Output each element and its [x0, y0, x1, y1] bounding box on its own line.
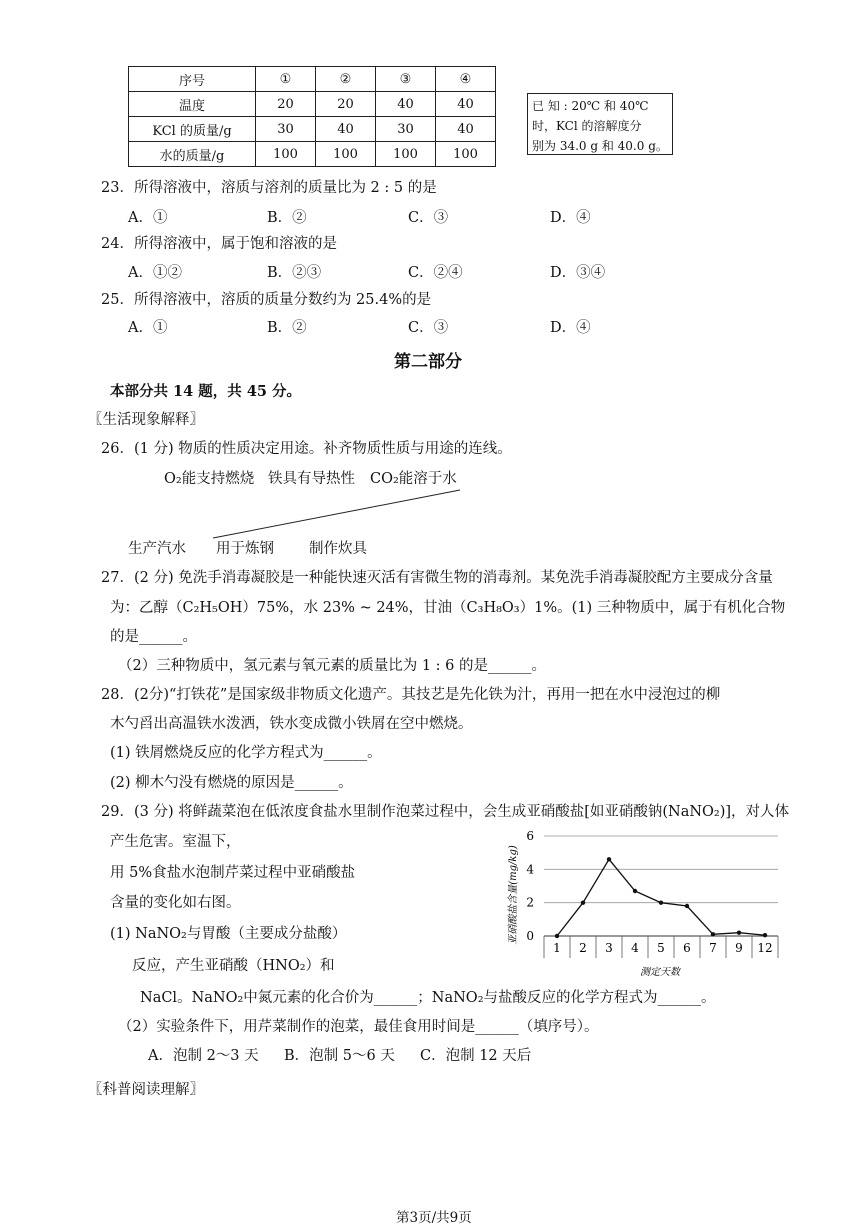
x-tick-label: 5 — [657, 941, 665, 955]
question-27-line: （2）三种物质中，氢元素与氧元素的质量比为 1 : 6 的是______。 — [118, 658, 546, 674]
table-cell: 40 — [316, 117, 376, 142]
note-line: 时，KCl 的溶解度分 — [532, 119, 642, 133]
chart-ylabel: 亚硝酸盐含量(mg/kg) — [508, 845, 519, 945]
x-tick-label: 7 — [709, 941, 717, 955]
note-line: 别为 34.0 g 和 40.0 g。 — [532, 139, 668, 153]
part-title: 第二部分 — [394, 352, 462, 372]
page-footer: 第3页/共9页 — [396, 1210, 472, 1226]
question-25-stem: 25．所得溶液中，溶质的质量分数约为 25.4%的是 — [101, 292, 432, 308]
property-item: 铁具有导热性 — [268, 471, 355, 487]
use-item: 制作炊具 — [309, 541, 367, 557]
matching-line — [0, 0, 868, 560]
x-tick-label: 3 — [605, 941, 613, 955]
x-tick-label: 9 — [735, 941, 743, 955]
table-cell: ② — [316, 67, 376, 92]
data-point — [581, 901, 585, 905]
question-29-line: 产生危害。室温下， — [110, 834, 241, 850]
y-tick-label: 2 — [526, 895, 534, 910]
property-item: O₂能支持燃烧 — [164, 471, 255, 487]
data-point — [711, 932, 715, 936]
question-29-line: 29．(3 分) 将鲜蔬菜泡在低浓度食盐水里制作泡菜过程中，会生成亚硝酸盐[如亚硝酸钠(NaNO₂)]，对人体 — [101, 804, 790, 820]
note-line: 已 知 : 20℃ 和 40℃ — [532, 99, 649, 113]
question-23-stem: 23．所得溶液中，溶质与溶剂的质量比为 2 : 5 的是 — [101, 180, 437, 196]
question-28-line: 木勺舀出高温铁水泼洒，铁水变成微小铁屑在空中燃烧。 — [110, 716, 473, 732]
question-24-stem: 24．所得溶液中，属于饱和溶液的是 — [101, 236, 337, 252]
data-point — [685, 904, 689, 908]
chart-xlabel: 测定天数 — [640, 967, 680, 978]
q24-option-b: B．②③ — [267, 265, 322, 281]
x-tick-label: 2 — [579, 941, 587, 955]
q23-option-b: B．② — [267, 210, 307, 226]
y-tick-label: 0 — [526, 929, 534, 943]
question-27-line: 的是______。 — [110, 629, 197, 645]
table-cell: ③ — [376, 67, 436, 92]
row-label: 水的质量/g — [129, 142, 256, 167]
part-intro: 本部分共 14 题，共 45 分。 — [110, 383, 302, 400]
table-cell: 40 — [376, 92, 436, 117]
data-point — [633, 889, 637, 893]
table-cell: 100 — [376, 142, 436, 167]
y-tick-label: 4 — [526, 862, 534, 877]
data-point — [659, 901, 663, 905]
question-28-line: (2) 柳木勺没有燃烧的原因是______。 — [110, 775, 353, 791]
table-cell: 30 — [256, 117, 316, 142]
q24-option-d: D．③④ — [550, 265, 606, 281]
data-point — [763, 933, 767, 937]
x-tick-label: 4 — [631, 941, 639, 955]
section-heading: 〖科普阅读理解〗 — [88, 1082, 204, 1098]
question-29-line: 用 5%食盐水泡制芹菜过程中亚硝酸盐 — [110, 865, 356, 881]
data-point — [555, 934, 559, 938]
table-cell: ④ — [436, 67, 496, 92]
x-tick-label: 12 — [757, 941, 773, 955]
x-tick-label: 1 — [553, 941, 561, 955]
table-cell: 40 — [436, 92, 496, 117]
question-29-line: （2）实验条件下，用芹菜制作的泡菜，最佳食用时间是______（填序号）。 — [118, 1019, 599, 1035]
series-line — [557, 859, 765, 936]
q23-option-d: D．④ — [550, 210, 591, 226]
q29-option-b: B．泡制 5～6 天 — [284, 1048, 395, 1064]
question-27-line: 为：乙醇（C₂H₅OH）75%，水 23% ~ 24%，甘油（C₃H₈O₃）1%。(1) 三种物质中，属于有机化合物 — [110, 600, 786, 616]
table-cell: 30 — [376, 117, 436, 142]
table-cell: 20 — [256, 92, 316, 117]
use-item: 生产汽水 — [128, 541, 186, 557]
row-label: 序号 — [129, 67, 256, 92]
section-heading: 〖生活现象解释〗 — [88, 412, 204, 428]
question-27-line: 27．(2 分) 免洗手消毒凝胶是一种能快速灭活有害微生物的消毒剂。某免洗手消毒凝胶配方主要成分含量 — [101, 570, 773, 586]
y-tick-label: 6 — [526, 829, 534, 843]
row-label: KCl 的质量/g — [129, 117, 256, 142]
table-cell: 100 — [436, 142, 496, 167]
q23-option-c: C．③ — [408, 210, 449, 226]
row-label: 温度 — [129, 92, 256, 117]
data-point — [737, 931, 741, 935]
q25-option-d: D．④ — [550, 320, 591, 336]
table-cell: 40 — [436, 117, 496, 142]
question-28-line: 28．(2分)“打铁花”是国家级非物质文化遗产。其技艺是先化铁为汁，再用一把在水中浸泡过的柳 — [101, 687, 721, 703]
question-26-stem: 26．(1 分) 物质的性质决定用途。补齐物质性质与用途的连线。 — [101, 441, 512, 457]
question-29-line: NaCl。NaNO₂中氮元素的化合价为______；NaNO₂与盐酸反应的化学方程式为______。 — [140, 990, 716, 1006]
table-cell: ① — [256, 67, 316, 92]
question-29-line: 反应，产生亚硝酸（HNO₂）和 — [132, 958, 335, 974]
q24-option-c: C．②④ — [408, 265, 463, 281]
use-item: 用于炼钢 — [216, 541, 274, 557]
question-29-line: (1) NaNO₂与胃酸（主要成分盐酸） — [110, 926, 347, 942]
q29-option-a: A．泡制 2～3 天 — [148, 1048, 259, 1064]
q25-option-c: C．③ — [408, 320, 449, 336]
data-point — [607, 857, 611, 861]
question-28-line: (1) 铁屑燃烧反应的化学方程式为______。 — [110, 745, 382, 761]
q24-option-a: A．①② — [128, 265, 182, 281]
q29-option-c: C．泡制 12 天后 — [420, 1048, 532, 1064]
x-tick-label: 6 — [683, 941, 691, 955]
question-29-line: 含量的变化如右图。 — [110, 895, 241, 911]
table-cell: 100 — [316, 142, 376, 167]
q25-option-b: B．② — [267, 320, 307, 336]
table-cell: 100 — [256, 142, 316, 167]
table-cell: 20 — [316, 92, 376, 117]
property-item: CO₂能溶于水 — [370, 471, 457, 487]
q23-option-a: A．① — [128, 210, 168, 226]
q25-option-a: A．① — [128, 320, 168, 336]
nitrite-chart — [490, 820, 790, 985]
